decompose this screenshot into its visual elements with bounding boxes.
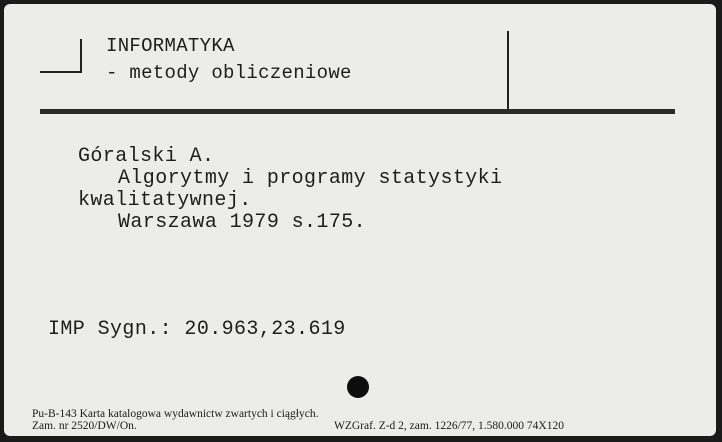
subject-heading: INFORMATYKA [106,35,235,57]
footer-line-2-left: Zam. nr 2520/DW/On. [32,420,137,432]
header-divider [507,31,509,113]
call-number: IMP Sygn.: 20.963,23.619 [48,318,346,341]
title-line-1: Algorytmy i programy statystyki [118,167,503,190]
title-line-2: kwalitatywnej. [78,189,252,212]
corner-mark-horizontal [40,71,82,73]
footer-line-2-right: WZGraf. Z-d 2, zam. 1226/77, 1.580.000 74X120 [334,420,564,432]
catalog-card [4,4,716,436]
punch-hole [347,376,369,398]
author: Góralski A. [78,145,215,168]
footer-line-1: Pu-B-143 Karta katalogowa wydawnictw zwartych i ciągłych. [32,408,319,420]
subject-subheading: - metody obliczeniowe [106,62,352,84]
corner-mark-vertical [80,39,82,73]
imprint: Warszawa 1979 s.175. [118,211,367,234]
header-rule [40,109,675,114]
